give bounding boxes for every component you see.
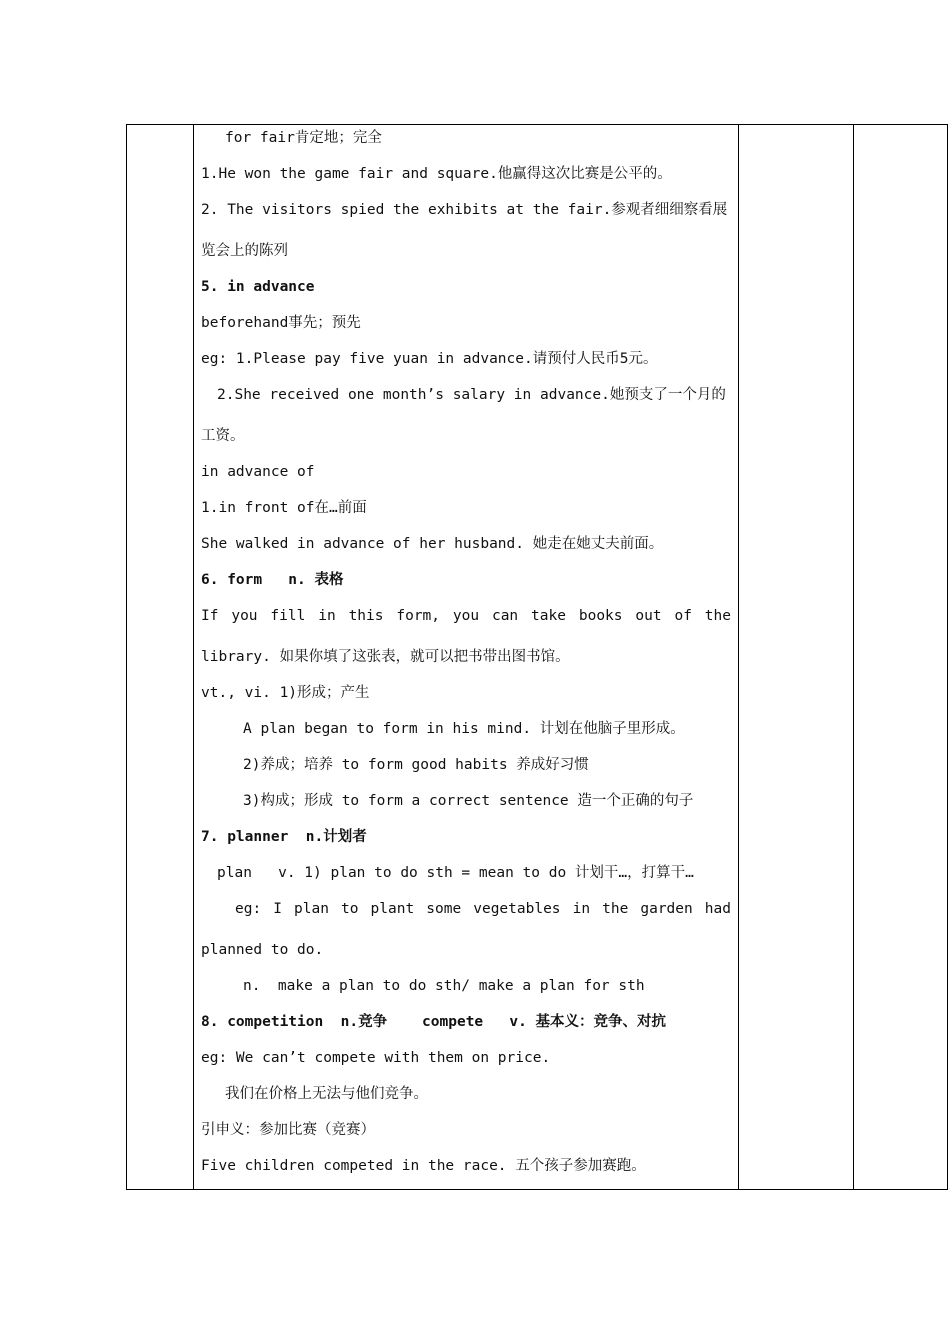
- section-heading: 6. form n. 表格: [201, 572, 344, 588]
- text-line: 3)构成；形成 to form a correct sentence 造一个正确的句子: [243, 793, 694, 809]
- document-table: [126, 124, 948, 1190]
- text-line: Five children competed in the race. 五个孩子参加赛跑。: [201, 1158, 646, 1174]
- text-line: eg: 1.Please pay five yuan in advance.请预付人民币5元。: [201, 351, 658, 367]
- column-divider-3: [853, 125, 854, 1189]
- text-line: A plan began to form in his mind. 计划在他脑子里形成。: [243, 721, 685, 737]
- text-line: eg: We can’t compete with them on price.: [201, 1050, 551, 1066]
- column-divider-1: [193, 125, 194, 1189]
- text-line: for fair肯定地；完全: [225, 130, 382, 146]
- text-line: 1.He won the game fair and square.他赢得这次比赛是公平的。: [201, 166, 672, 182]
- column-divider-2: [738, 125, 739, 1189]
- text-line: 引申义：参加比赛（竞赛）: [201, 1122, 375, 1138]
- text-line: n. make a plan to do sth/ make a plan for sth: [243, 978, 645, 994]
- text-line: planned to do.: [201, 942, 324, 958]
- text-line: 工资。: [201, 428, 245, 444]
- section-heading: 8. competition n.竞争 compete v. 基本义：竞争、对抗: [201, 1014, 667, 1030]
- text-line: 2)养成；培养 to form good habits 养成好习惯: [243, 757, 589, 773]
- text-line: vt., vi. 1)形成；产生: [201, 685, 370, 701]
- text-line: eg: I plan to plant some vegetables in the garden had: [235, 901, 731, 917]
- text-line: 览会上的陈列: [201, 243, 288, 259]
- text-line: plan v. 1) plan to do sth = mean to do 计划干…，打算干…: [217, 865, 694, 881]
- text-line: 我们在价格上无法与他们竞争。: [225, 1086, 428, 1102]
- text-line: 1.in front of在…前面: [201, 500, 367, 516]
- section-heading: 7. planner n.计划者: [201, 829, 367, 845]
- text-line: 2.She received one month’s salary in advance.她预支了一个月的: [217, 387, 726, 403]
- text-line: 2. The visitors spied the exhibits at the fair.参观者细细察看展: [201, 202, 728, 218]
- text-line: in advance of: [201, 464, 315, 480]
- text-line: If you fill in this form, you can take books out of the: [201, 608, 731, 624]
- text-line: She walked in advance of her husband. 她走在她丈夫前面。: [201, 536, 664, 552]
- text-line: library. 如果你填了这张表，就可以把书带出图书馆。: [201, 649, 570, 665]
- text-line: beforehand事先；预先: [201, 315, 361, 331]
- section-heading: 5. in advance: [201, 279, 315, 295]
